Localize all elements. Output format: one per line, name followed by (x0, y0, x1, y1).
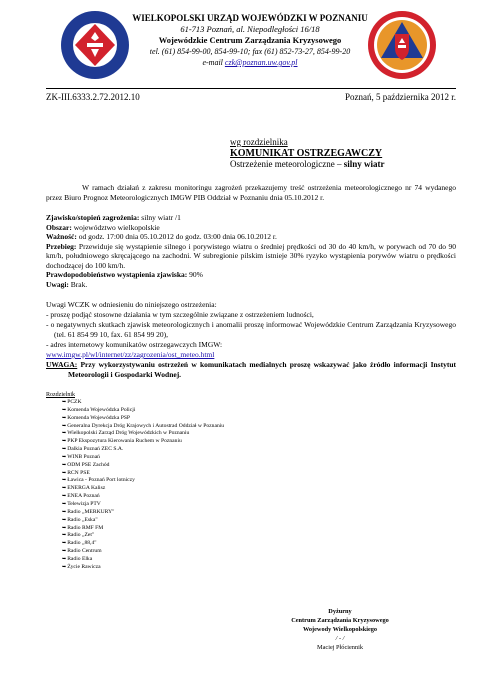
list-item: ➥ Radio Centrum (62, 548, 224, 556)
list-item: ➥ Dalkia Poznań ZEC S.A. (62, 446, 224, 454)
probability-label: Prawdopodobieństwo wystąpienia zjawiska: (46, 270, 188, 279)
remarks-item: - adres internetowy komunikatów ostrzegawczych IMGW: (46, 340, 223, 349)
intro-paragraph: W ramach działań z zakresu monitoringu zagrożeń przekazujemy treść ostrzeżenia meteorologicznego nr 74 wydanego przez Biuro Prognoz Meteorologicznych IMGW PIB Oddział w Poznaniu dnia 05.10.2012 r. (46, 183, 456, 202)
letterhead (130, 13, 370, 68)
validity-label: Ważność: (46, 232, 77, 241)
document-subtitle (230, 159, 460, 170)
signatory-name: Maciej Płóciennik (317, 644, 363, 651)
distribution-note: wg rozdzielnika (230, 137, 288, 147)
list-item: ➥ Komenda Wojewódzka PSP (62, 415, 224, 423)
list-item: ➥ PKP Ekspozytura Kierowania Ruchem w Poznaniu (62, 438, 224, 446)
list-item: ➥ ENERGA Kalisz (62, 485, 224, 493)
course-line (46, 242, 456, 271)
civil-protection-logo-right (367, 10, 437, 80)
list-item: ➥ Radio „Eska" (62, 517, 224, 525)
remarks-value: Brak. (70, 279, 88, 289)
area-line (46, 223, 456, 233)
list-item: ➥ ODM PSE Zachód (62, 462, 224, 470)
center-name: Wojewódzkie Centrum Zarządzania Kryzysowego (158, 35, 342, 45)
phenomenon-label: Zjawisko/stopień zagrożenia: (46, 213, 140, 222)
list-item: ➥ WINB Poznań (62, 454, 224, 462)
list-item: ➥ Generalna Dyrekcja Dróg Krajowych i Autostrad Oddział w Poznaniu (62, 423, 224, 431)
remarks-item: - proszę podjąć stosowne działania w tym szczególnie związane z ostrzeżeniem ludności, (46, 310, 314, 319)
probability-value: 90% (189, 270, 203, 279)
remarks-label: Uwagi: (46, 279, 69, 289)
list-item: ➥ Radio „MERKURY" (62, 509, 224, 517)
validity-value: od godz. 17:00 dnia 05.10.2012 do godz. 03:00 dnia 06.10.2012 r. (78, 232, 277, 241)
area-value: województwo wielkopolskie (73, 222, 160, 232)
header-divider (46, 88, 456, 89)
validity-line (46, 232, 456, 242)
list-item: ➥ Wielkopolski Zarząd Dróg Wojewódzkich w Poznaniu (62, 430, 224, 438)
list-item: ➥ Ławica - Poznań Port lotniczy (62, 477, 224, 485)
office-name: WIELKOPOLSKI URZĄD WOJEWÓDZKI W POZNANIU (132, 13, 368, 23)
reference-number: ZK-III.6333.2.72.2012.10 (46, 92, 140, 102)
probability-line (46, 270, 456, 280)
document-title: KOMUNIKAT OSTRZEGAWCZY (230, 148, 383, 159)
list-item: ➥ Radio Elka (62, 556, 224, 564)
subtitle-hazard: silny wiatr (343, 159, 385, 169)
list-item: ➥ PCZK (62, 399, 224, 407)
signature-mark: / - / (335, 635, 345, 642)
signature-block (260, 607, 420, 652)
list-item: ➥ Radio „88,4" (62, 540, 224, 548)
warning-details (46, 213, 456, 289)
list-item: ➥ Radio „Zet" (62, 532, 224, 540)
course-label: Przebieg: (46, 241, 77, 251)
document-date: Poznań, 5 października 2012 r. (345, 92, 456, 102)
distribution-title: Rozdzielnik (46, 392, 75, 398)
phenomenon-line (46, 213, 456, 223)
signature-center: Centrum Zarządzania Kryzysowego (291, 617, 389, 624)
imgw-warnings-link[interactable]: www.imgw.pl/wl/internet/zz/zagrozenia/ost_meteo.html (46, 350, 215, 359)
distribution-list (62, 399, 224, 572)
list-item: ➥ Telewizja PTV (62, 501, 224, 509)
phenomenon-value: silny wiatr /1 (141, 213, 181, 222)
media-notice-label: UWAGA: (46, 360, 78, 369)
media-notice (46, 360, 456, 380)
email-link[interactable]: czk@poznan.uw.gov.pl (224, 58, 298, 67)
office-address: 61-713 Poznań, al. Niepodległości 16/18 (180, 24, 320, 34)
list-item: ➥ ENEA Poznań (62, 493, 224, 501)
remarks-heading: Uwagi WCZK w odniesieniu do niniejszego ostrzeżenia: (46, 300, 217, 309)
title-block (230, 137, 460, 170)
list-item: ➥ Życie Rawicza (62, 564, 224, 572)
list-item: ➥ RCN PSE (62, 470, 224, 478)
remarks-line (46, 280, 456, 290)
media-notice-text: Przy wykorzystywaniu ostrzeżeń w komunikatach medialnych proszę wskazywać jako źródło informacji Instytut Meteorologii i Gospodarki Wodnej. (68, 360, 456, 379)
signature-duty: Dyżurny (328, 608, 352, 615)
list-item: ➥ Komenda Wojewódzka Policji (62, 407, 224, 415)
email-line (130, 57, 370, 68)
list-item: ➥ Radio RMF FM (62, 525, 224, 533)
phone-fax: tel. (61) 854-99-00, 854-99-10; fax (61) 852-73-27, 854-99-20 (149, 47, 351, 56)
remarks-item: - o negatywnych skutkach zjawisk meteorologicznych i anomalii proszę informować Wojewódzkie Centrum Zarządzania Kryzysowego (tel. 61 854 99 10, fax. 61 854 99 20), (46, 320, 456, 339)
signature-governor: Wojewody Wielkopolskiego (302, 626, 378, 633)
course-value: Przewiduje się wystąpienie silnego i porywistego wiatru o średniej prędkości od 30 do 40 km/h, w porywach od 70 do 90 km/h, południowego skręcającego na zachodni. W subregionie pilskim istnieje 30% ryzyko wystąpienia porywów wiatru o prędkości dochodzącej do 100 km/h. (46, 241, 457, 270)
crisis-center-logo-left (60, 10, 130, 80)
area-label: Obszar: (46, 222, 72, 232)
wczk-remarks (46, 300, 456, 380)
email-label: e-mail (202, 58, 223, 67)
subtitle-prefix: Ostrzeżenie meteorologiczne – (230, 159, 342, 169)
